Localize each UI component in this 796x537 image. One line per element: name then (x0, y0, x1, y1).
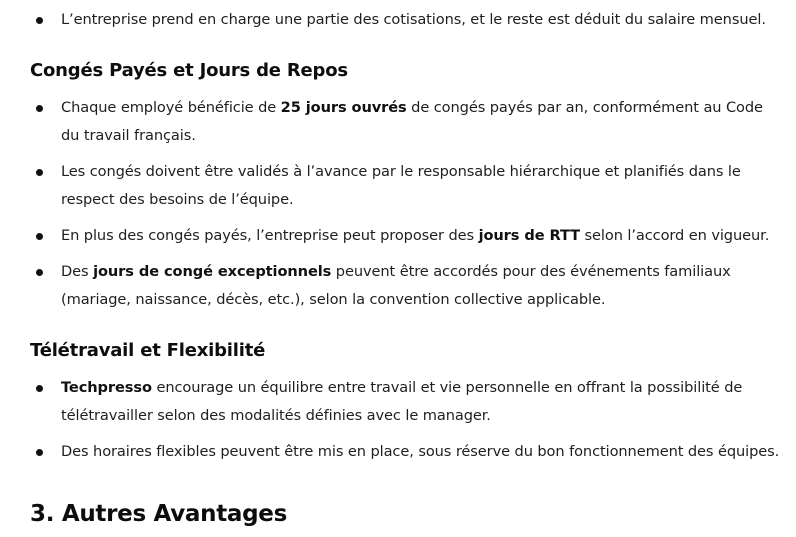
bold-text: jours de congé exceptionnels (93, 263, 332, 280)
text-run: selon l’accord en vigueur. (580, 227, 770, 244)
section-heading-autres-avantages: 3. Autres Avantages (30, 501, 287, 527)
bold-text: Techpresso (61, 379, 152, 396)
bullet-dot (36, 449, 43, 456)
list-item-text (61, 258, 783, 314)
list-item (0, 6, 796, 34)
bullet-dot (36, 385, 43, 392)
text-run: Des (61, 263, 94, 280)
text-run: Chaque employé bénéficie de (61, 99, 281, 116)
list-item-text (61, 438, 783, 466)
text-run: peuvent être accordés pour des événements familiaux (mariage, naissance, décès, etc.), selon la convention collective applicable. (61, 263, 731, 308)
text-run: Les congés doivent être validés à l’avance par le responsable hiérarchique et planifiés dans le respect des besoins de l’équipe. (61, 163, 741, 208)
section-heading-teletravail: Télétravail et Flexibilité (30, 340, 266, 361)
text-run: Des horaires flexibles peuvent être mis en place, sous réserve du bon fonctionnement des équipes. (61, 443, 780, 460)
bullet-dot (36, 233, 43, 240)
bullet-dot (36, 269, 43, 276)
bullet-dot (36, 105, 43, 112)
text-run: encourage un équilibre entre travail et vie personnelle en offrant la possibilité de télétravailler selon des modalités définies avec le manager. (61, 379, 743, 424)
text-run: L’entreprise prend en charge une partie des cotisations, et le reste est déduit du salaire mensuel. (61, 11, 766, 28)
text-run: de congés payés par an, conformément au Code du travail français. (61, 99, 763, 144)
bullet-dot (36, 17, 43, 24)
section-heading-conges: Congés Payés et Jours de Repos (30, 60, 348, 81)
list-item-text (61, 158, 783, 214)
bold-text: jours de RTT (478, 227, 580, 244)
text-run: En plus des congés payés, l’entreprise peut proposer des (61, 227, 479, 244)
bullet-dot (36, 169, 43, 176)
bold-text: 25 jours ouvrés (280, 99, 407, 116)
list-item-text (61, 94, 783, 150)
list-item-text (61, 374, 783, 430)
list-item-text (61, 222, 783, 250)
list-item-text (61, 6, 783, 34)
